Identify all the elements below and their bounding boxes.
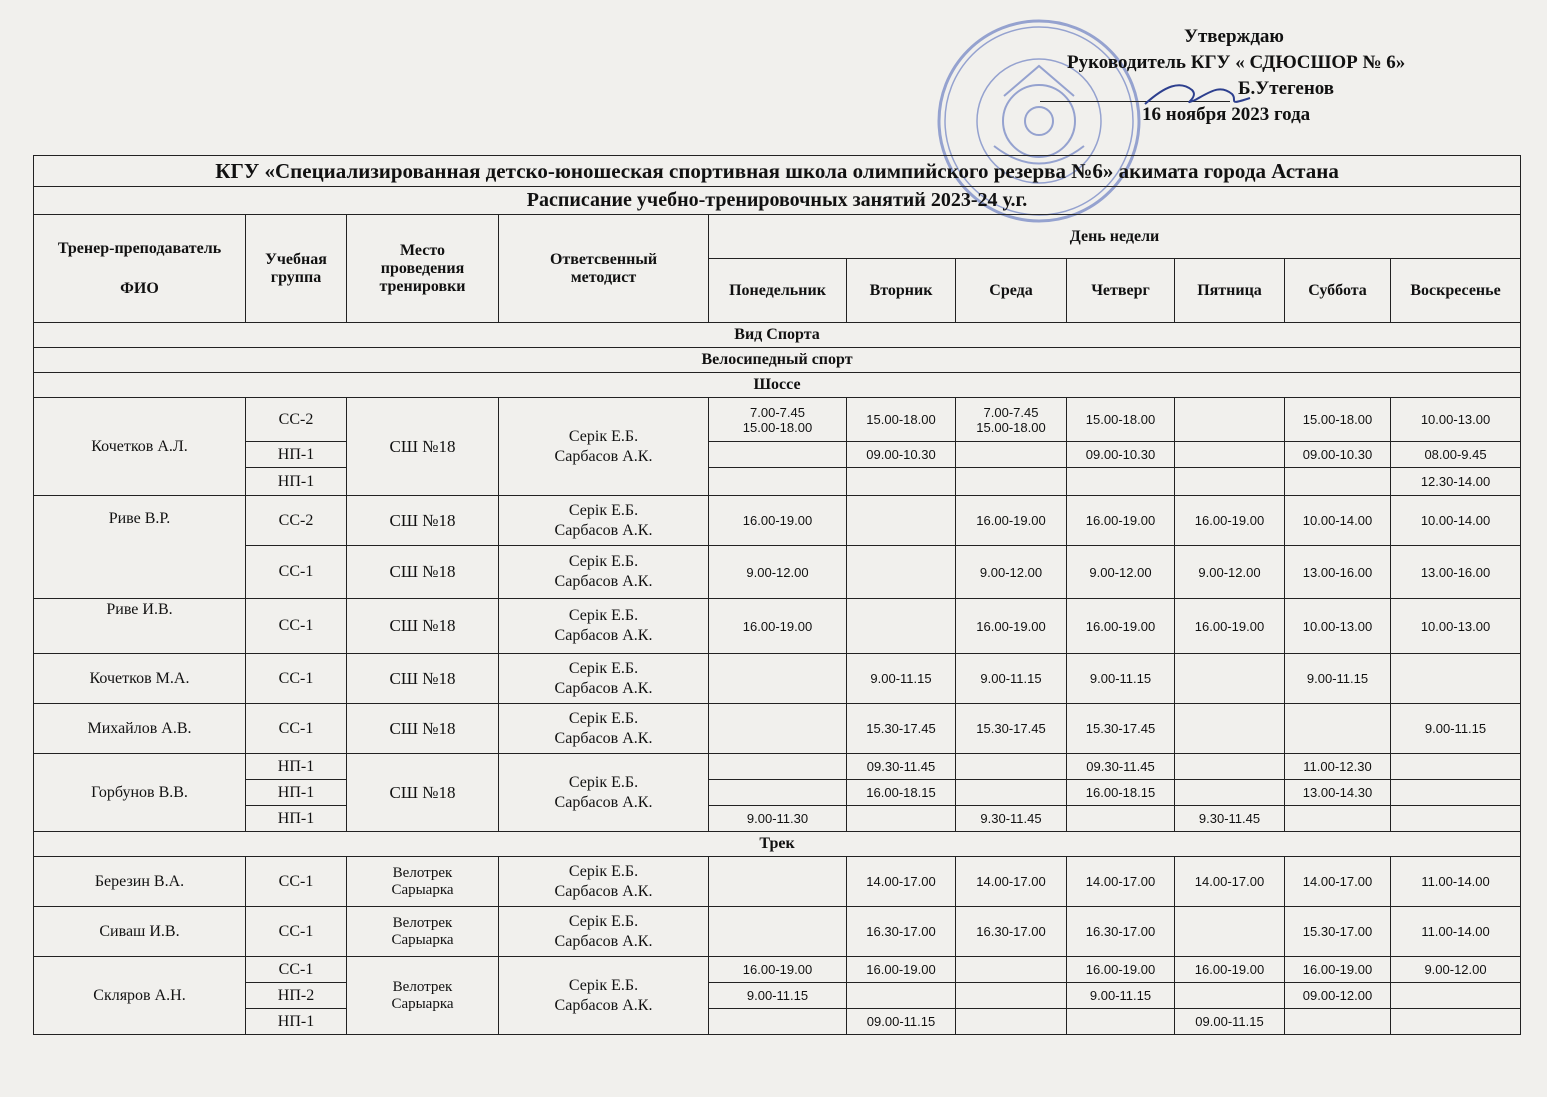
time-cell [709, 907, 847, 957]
time-cell: 16.00-19.00 [956, 599, 1067, 654]
methodist-line1: Серік Е.Б. [568, 709, 639, 727]
time-cell: 11.00-14.00 [1391, 907, 1521, 957]
time-cell: 09.30-11.45 [1067, 754, 1175, 780]
time-line: 15.00-18.00 [976, 419, 1046, 435]
time-cell [709, 468, 847, 496]
methodist-line1: Серік Е.Б. [568, 553, 639, 570]
group-cell: НП-1 [246, 1009, 347, 1035]
header-day: Воскресенье [1391, 259, 1521, 323]
time-cell [1391, 983, 1521, 1009]
time-cell [1175, 704, 1285, 754]
group-cell: НП-1 [246, 442, 347, 468]
methodist-cell [499, 704, 709, 754]
methodist-cell [499, 857, 709, 907]
coach-name: Кочетков А.Л. [34, 398, 246, 496]
table-row [34, 442, 1521, 468]
group-cell: НП-1 [246, 468, 347, 496]
time-cell [709, 780, 847, 806]
header-day: Четверг [1067, 259, 1175, 323]
time-cell [1175, 654, 1285, 704]
time-cell: 16.00-19.00 [1175, 957, 1285, 983]
coach-name: Риве В.Р. [34, 496, 246, 599]
time-cell [956, 398, 1067, 442]
table-subtitle: Расписание учебно-тренировочных занятий 2023-24 у.г. [34, 187, 1521, 215]
time-cell: 08.00-9.45 [1391, 442, 1521, 468]
header-coach-line1: Тренер-преподаватель [57, 239, 222, 257]
approval-title: Утверждаю [1184, 26, 1284, 47]
table-row [34, 754, 1521, 780]
time-cell [956, 468, 1067, 496]
section-track: Трек [34, 832, 1521, 857]
time-cell: 16.00-18.15 [1067, 780, 1175, 806]
coach-name: Кочетков М.А. [34, 654, 246, 704]
time-cell [709, 398, 847, 442]
header-day: Суббота [1285, 259, 1391, 323]
time-cell: 10.00-13.00 [1391, 599, 1521, 654]
methodist-line1: Серік Е.Б. [568, 976, 639, 994]
methodist-cell [499, 957, 709, 1035]
time-cell: 16.00-18.15 [847, 780, 956, 806]
time-cell: 9.00-11.15 [1285, 654, 1391, 704]
time-line: 7.00-7.45 [983, 404, 1039, 420]
time-cell: 13.00-16.00 [1285, 546, 1391, 599]
time-cell: 9.00-11.15 [1067, 654, 1175, 704]
methodist-line2: Сарбасов А.К. [554, 447, 653, 465]
table-row [34, 957, 1521, 983]
methodist-cell [499, 654, 709, 704]
group-cell: СС-1 [246, 599, 347, 654]
time-cell: 10.00-13.00 [1285, 599, 1391, 654]
place-line1: Велотрек [392, 978, 453, 995]
time-cell [847, 468, 956, 496]
methodist-line1: Серік Е.Б. [568, 773, 639, 791]
methodist-line2: Сарбасов А.К. [554, 996, 653, 1014]
time-cell [1175, 780, 1285, 806]
time-cell [709, 442, 847, 468]
time-cell [956, 754, 1067, 780]
methodist-line1: Серік Е.Б. [568, 501, 639, 519]
header-methodist [499, 215, 709, 323]
group-cell: НП-1 [246, 780, 347, 806]
time-cell [847, 806, 956, 832]
time-cell: 9.00-11.15 [956, 654, 1067, 704]
time-cell: 16.00-19.00 [1067, 957, 1175, 983]
place-cell [347, 857, 499, 907]
time-cell: 15.00-18.00 [847, 398, 956, 442]
table-title: КГУ «Специализированная детско-юношеская спортивная школа олимпийского резерва №6» акимата города Астана [34, 156, 1521, 187]
place-line1: Велотрек [392, 914, 453, 931]
methodist-line2: Сарбасов А.К. [554, 932, 653, 950]
time-cell: 09.00-10.30 [847, 442, 956, 468]
table-row [34, 907, 1521, 957]
time-cell: 14.00-17.00 [956, 857, 1067, 907]
header-place-line3: тренировки [379, 277, 466, 295]
time-cell: 09.00-10.30 [1285, 442, 1391, 468]
header-group [246, 215, 347, 323]
time-cell [956, 1009, 1067, 1035]
header-group-line2: группа [270, 268, 322, 286]
time-cell [956, 957, 1067, 983]
time-cell [1067, 806, 1175, 832]
time-cell [956, 780, 1067, 806]
time-cell: 16.00-19.00 [1175, 599, 1285, 654]
methodist-cell [499, 496, 709, 546]
time-cell [1391, 780, 1521, 806]
time-cell [1175, 983, 1285, 1009]
methodist-line2: Сарбасов А.К. [554, 627, 653, 644]
time-cell: 11.00-14.00 [1391, 857, 1521, 907]
header-day: Понедельник [709, 259, 847, 323]
time-cell [709, 754, 847, 780]
time-cell: 9.30-11.45 [1175, 806, 1285, 832]
approver-name: Б.Утегенов [1238, 78, 1335, 99]
methodist-cell [499, 754, 709, 832]
time-cell: 9.00-12.00 [1175, 546, 1285, 599]
methodist-line2: Сарбасов А.К. [554, 882, 653, 900]
time-cell: 14.00-17.00 [1285, 857, 1391, 907]
time-cell: 16.30-17.00 [956, 907, 1067, 957]
time-cell [1175, 907, 1285, 957]
handwritten-signature [1140, 76, 1260, 112]
place-cell: СШ №18 [347, 654, 499, 704]
place-cell [347, 957, 499, 1035]
time-cell [847, 546, 956, 599]
time-cell [1285, 1009, 1391, 1035]
table-row [34, 983, 1521, 1009]
time-cell: 13.00-14.30 [1285, 780, 1391, 806]
time-cell: 16.00-19.00 [709, 957, 847, 983]
time-cell: 16.00-19.00 [709, 496, 847, 546]
group-cell: СС-1 [246, 907, 347, 957]
time-cell: 11.00-12.30 [1285, 754, 1391, 780]
table-row [34, 398, 1521, 442]
time-cell [847, 599, 956, 654]
place-cell: СШ №18 [347, 704, 499, 754]
time-cell: 16.00-19.00 [956, 496, 1067, 546]
coach-name: Горбунов В.В. [34, 754, 246, 832]
time-cell: 15.00-18.00 [1067, 398, 1175, 442]
place-line2: Сарыарка [391, 931, 454, 948]
methodist-line2: Сарбасов А.К. [554, 793, 653, 811]
header-methodist-line1: Ответсвенный [549, 250, 658, 268]
time-cell: 16.00-19.00 [1175, 496, 1285, 546]
time-cell [1175, 754, 1285, 780]
time-line: 15.00-18.00 [742, 419, 813, 435]
time-cell: 16.30-17.00 [1067, 907, 1175, 957]
time-cell [1391, 754, 1521, 780]
methodist-cell [499, 907, 709, 957]
time-cell [847, 496, 956, 546]
place-line2: Сарыарка [391, 881, 454, 898]
place-line2: Сарыарка [391, 995, 454, 1012]
schedule-table [33, 155, 1521, 1035]
time-cell: 16.00-19.00 [1285, 957, 1391, 983]
place-cell [347, 907, 499, 957]
group-cell: СС-2 [246, 398, 347, 442]
methodist-cell [499, 599, 709, 654]
time-cell [1391, 654, 1521, 704]
time-cell: 15.30-17.00 [1285, 907, 1391, 957]
group-cell: СС-1 [246, 957, 347, 983]
methodist-line1: Серік Е.Б. [568, 912, 639, 930]
table-row [34, 806, 1521, 832]
time-cell [709, 654, 847, 704]
time-cell: 9.00-12.00 [1391, 957, 1521, 983]
time-cell: 9.00-12.00 [709, 546, 847, 599]
header-place-line1: Место [400, 241, 445, 259]
place-cell: СШ №18 [347, 398, 499, 496]
coach-name: Скляров А.Н. [34, 957, 246, 1035]
header-methodist-line2: методист [570, 268, 637, 286]
group-cell: СС-2 [246, 496, 347, 546]
time-cell: 10.00-14.00 [1391, 496, 1521, 546]
coach-name: Сиваш И.В. [34, 907, 246, 957]
time-cell: 09.00-12.00 [1285, 983, 1391, 1009]
time-cell: 16.30-17.00 [847, 907, 956, 957]
time-cell [709, 704, 847, 754]
place-line1: Велотрек [392, 864, 453, 881]
time-cell: 9.00-11.30 [709, 806, 847, 832]
header-day: Вторник [847, 259, 956, 323]
time-cell [847, 983, 956, 1009]
group-cell: СС-1 [246, 546, 347, 599]
table-row [34, 857, 1521, 907]
header-coach [34, 215, 246, 323]
table-row [34, 704, 1521, 754]
group-cell: НП-1 [246, 806, 347, 832]
methodist-line1: Серік Е.Б. [568, 659, 639, 677]
header-place-line2: проведения [380, 259, 465, 277]
time-cell [1285, 704, 1391, 754]
time-cell: 16.00-19.00 [1067, 599, 1175, 654]
methodist-line2: Сарбасов А.К. [554, 573, 653, 590]
time-cell: 16.00-19.00 [709, 599, 847, 654]
time-cell [1285, 468, 1391, 496]
time-cell [956, 983, 1067, 1009]
time-cell: 09.00-11.15 [847, 1009, 956, 1035]
group-cell: НП-2 [246, 983, 347, 1009]
table-row [34, 468, 1521, 496]
time-cell: 15.30-17.45 [956, 704, 1067, 754]
methodist-line2: Сарбасов А.К. [554, 521, 653, 539]
section-road: Шоссе [34, 373, 1521, 398]
time-cell: 16.00-19.00 [1067, 496, 1175, 546]
time-cell [709, 1009, 847, 1035]
time-cell: 14.00-17.00 [1067, 857, 1175, 907]
group-cell: СС-1 [246, 857, 347, 907]
methodist-line2: Сарбасов А.К. [554, 729, 653, 747]
group-cell: СС-1 [246, 704, 347, 754]
coach-name: Риве И.В. [34, 599, 246, 654]
header-place [347, 215, 499, 323]
table-row [34, 546, 1521, 599]
place-cell: СШ №18 [347, 754, 499, 832]
time-cell: 09.30-11.45 [847, 754, 956, 780]
time-cell [1067, 468, 1175, 496]
time-cell [956, 442, 1067, 468]
table-row [34, 496, 1521, 546]
time-cell [1285, 806, 1391, 832]
time-cell: 16.00-19.00 [847, 957, 956, 983]
time-cell: 9.00-11.15 [847, 654, 956, 704]
time-cell: 10.00-13.00 [1391, 398, 1521, 442]
group-cell: НП-1 [246, 754, 347, 780]
approval-block [1040, 24, 1480, 128]
time-cell [1391, 1009, 1521, 1035]
time-cell: 09.00-11.15 [1175, 1009, 1285, 1035]
approval-date: 16 ноября 2023 года [1142, 104, 1311, 125]
time-cell: 9.00-12.00 [1067, 546, 1175, 599]
time-cell [1175, 468, 1285, 496]
methodist-cell [499, 398, 709, 496]
place-cell: СШ №18 [347, 546, 499, 599]
time-cell: 13.00-16.00 [1391, 546, 1521, 599]
header-day: Среда [956, 259, 1067, 323]
place-cell: СШ №18 [347, 496, 499, 546]
methodist-line1: Серік Е.Б. [568, 607, 639, 624]
methodist-line1: Серік Е.Б. [568, 862, 639, 880]
methodist-line2: Сарбасов А.К. [554, 679, 653, 697]
time-cell: 10.00-14.00 [1285, 496, 1391, 546]
time-cell [1175, 398, 1285, 442]
time-cell [1391, 806, 1521, 832]
header-weekday: День недели [709, 215, 1521, 259]
time-cell: 14.00-17.00 [1175, 857, 1285, 907]
group-cell: СС-1 [246, 654, 347, 704]
time-cell: 9.00-11.15 [1391, 704, 1521, 754]
approval-signature-line [1040, 76, 1480, 102]
table-row [34, 599, 1521, 654]
time-cell [1067, 1009, 1175, 1035]
table-row [34, 780, 1521, 806]
time-cell: 9.00-11.15 [709, 983, 847, 1009]
coach-name: Михайлов А.В. [34, 704, 246, 754]
time-cell: 9.00-12.00 [956, 546, 1067, 599]
header-group-line1: Учебная [265, 250, 327, 268]
table-row [34, 654, 1521, 704]
header-day: Пятница [1175, 259, 1285, 323]
time-cell: 12.30-14.00 [1391, 468, 1521, 496]
approval-position: Руководитель КГУ « СДЮСШОР № 6» [1067, 52, 1406, 73]
time-cell [1175, 442, 1285, 468]
time-cell: 14.00-17.00 [847, 857, 956, 907]
coach-name: Березин В.А. [34, 857, 246, 907]
table-row [34, 1009, 1521, 1035]
time-line: 7.00-7.45 [750, 404, 805, 420]
place-cell: СШ №18 [347, 599, 499, 654]
time-cell: 15.00-18.00 [1285, 398, 1391, 442]
header-coach-line2: ФИО [120, 279, 159, 297]
sport-name-row: Велосипедный спорт [34, 348, 1521, 373]
methodist-line1: Серік Е.Б. [568, 427, 639, 445]
time-cell: 9.00-11.15 [1067, 983, 1175, 1009]
methodist-cell [499, 546, 709, 599]
time-cell: 9.30-11.45 [956, 806, 1067, 832]
time-cell: 09.00-10.30 [1067, 442, 1175, 468]
time-cell: 15.30-17.45 [1067, 704, 1175, 754]
sport-label-row: Вид Спорта [34, 323, 1521, 348]
time-cell [709, 857, 847, 907]
time-cell: 15.30-17.45 [847, 704, 956, 754]
